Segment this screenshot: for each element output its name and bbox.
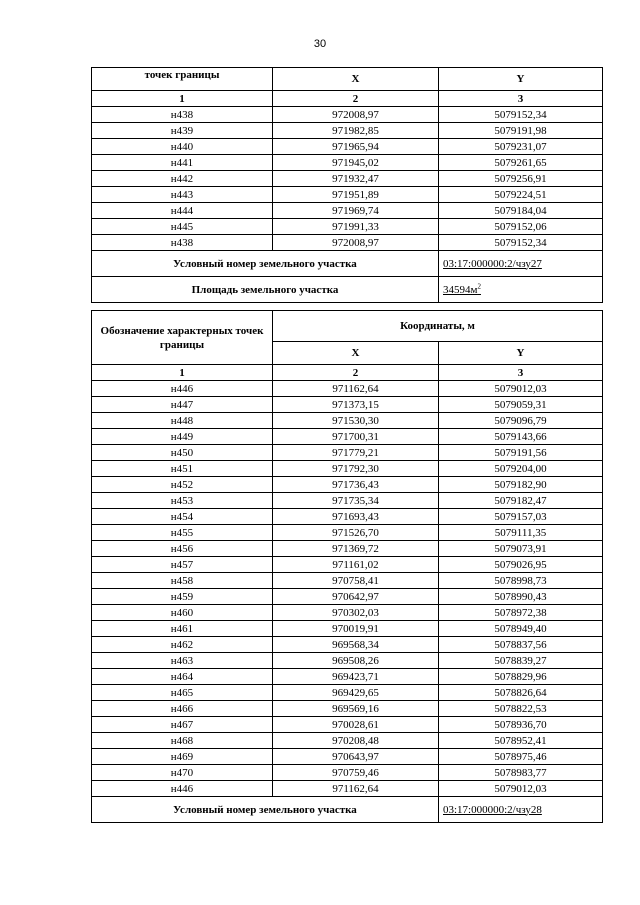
table-row: [92, 187, 603, 203]
point-id: н449: [92, 429, 273, 445]
x-coordinate: 971693,43: [273, 509, 439, 525]
table-row: [92, 413, 603, 429]
x-coordinate: 971526,70: [273, 525, 439, 541]
point-id: н451: [92, 461, 273, 477]
table-header-row: [92, 68, 603, 91]
table-row: [92, 781, 603, 797]
column-number: 3: [439, 91, 603, 107]
table-row: [92, 429, 603, 445]
point-id: н466: [92, 701, 273, 717]
table-row: [92, 171, 603, 187]
x-coordinate: 971792,30: [273, 461, 439, 477]
parcel-area-value: 34594м: [443, 283, 478, 296]
point-id: н448: [92, 413, 273, 429]
y-coordinate: 5079096,79: [439, 413, 603, 429]
x-coordinate: 970208,48: [273, 733, 439, 749]
table-row: [92, 653, 603, 669]
table-row: [92, 525, 603, 541]
table-row: [92, 557, 603, 573]
y-coordinate: 5079182,47: [439, 493, 603, 509]
table-row: [92, 637, 603, 653]
point-id: н462: [92, 637, 273, 653]
table-row: [92, 203, 603, 219]
parcel-number-label: Условный номер земельного участка: [92, 797, 439, 823]
table-row: [92, 139, 603, 155]
point-id: н453: [92, 493, 273, 509]
y-coordinate: 5078952,41: [439, 733, 603, 749]
x-coordinate: 970302,03: [273, 605, 439, 621]
y-coordinate: 5079231,07: [439, 139, 603, 155]
point-id: н446: [92, 381, 273, 397]
point-id: н464: [92, 669, 273, 685]
y-coordinate: 5078990,43: [439, 589, 603, 605]
point-id: н441: [92, 155, 273, 171]
header-x: X: [273, 68, 439, 91]
y-coordinate: 5078949,40: [439, 621, 603, 637]
parcel-number-value: 03:17:000000:2/чзу28: [439, 797, 603, 823]
x-coordinate: 971369,72: [273, 541, 439, 557]
column-number: 1: [92, 91, 273, 107]
point-id: н446: [92, 781, 273, 797]
coordinates-table-2: [91, 310, 603, 823]
table-row: [92, 397, 603, 413]
point-id: н458: [92, 573, 273, 589]
y-coordinate: 5078983,77: [439, 765, 603, 781]
table-row: [92, 749, 603, 765]
y-coordinate: 5079143,66: [439, 429, 603, 445]
x-coordinate: 969429,65: [273, 685, 439, 701]
y-coordinate: 5078936,70: [439, 717, 603, 733]
y-coordinate: 5079012,03: [439, 781, 603, 797]
header-points: точек границы: [92, 68, 273, 91]
point-id: н440: [92, 139, 273, 155]
y-coordinate: 5079012,03: [439, 381, 603, 397]
y-coordinate: 5079026,95: [439, 557, 603, 573]
y-coordinate: 5079191,56: [439, 445, 603, 461]
table-row: [92, 219, 603, 235]
header-points-designation: Обозначение характерных точек границы: [92, 311, 273, 365]
y-coordinate: 5079059,31: [439, 397, 603, 413]
y-coordinate: 5079224,51: [439, 187, 603, 203]
point-id: н442: [92, 171, 273, 187]
page-number: 30: [313, 38, 327, 50]
parcel-area-cell: [439, 277, 603, 303]
point-id: н469: [92, 749, 273, 765]
column-numbering-row: [92, 365, 603, 381]
x-coordinate: 972008,97: [273, 107, 439, 123]
column-number: 3: [439, 365, 603, 381]
x-coordinate: 970642,97: [273, 589, 439, 605]
x-coordinate: 971965,94: [273, 139, 439, 155]
y-coordinate: 5079157,03: [439, 509, 603, 525]
point-id: н438: [92, 235, 273, 251]
table-row: [92, 493, 603, 509]
x-coordinate: 971932,47: [273, 171, 439, 187]
table-row: [92, 589, 603, 605]
column-numbering-row: [92, 91, 603, 107]
point-id: н465: [92, 685, 273, 701]
x-coordinate: 969569,16: [273, 701, 439, 717]
x-coordinate: 970758,41: [273, 573, 439, 589]
y-coordinate: 5078822,53: [439, 701, 603, 717]
point-id: н443: [92, 187, 273, 203]
x-coordinate: 971530,30: [273, 413, 439, 429]
y-coordinate: 5079261,65: [439, 155, 603, 171]
point-id: н460: [92, 605, 273, 621]
point-id: н467: [92, 717, 273, 733]
y-coordinate: 5079184,04: [439, 203, 603, 219]
y-coordinate: 5079191,98: [439, 123, 603, 139]
table-row: [92, 477, 603, 493]
x-coordinate: 969423,71: [273, 669, 439, 685]
column-number: 2: [273, 91, 439, 107]
table-row: [92, 765, 603, 781]
y-coordinate: 5078975,46: [439, 749, 603, 765]
x-coordinate: 971736,43: [273, 477, 439, 493]
table-row: [92, 605, 603, 621]
x-coordinate: 971951,89: [273, 187, 439, 203]
x-coordinate: 971700,31: [273, 429, 439, 445]
x-coordinate: 970019,91: [273, 621, 439, 637]
point-id: н439: [92, 123, 273, 139]
header-coordinates: Координаты, м: [273, 311, 603, 342]
y-coordinate: 5078837,56: [439, 637, 603, 653]
x-coordinate: 971945,02: [273, 155, 439, 171]
table-row: [92, 685, 603, 701]
table-row: [92, 381, 603, 397]
header-x: X: [273, 342, 439, 365]
y-coordinate: 5079111,35: [439, 525, 603, 541]
table-row: [92, 701, 603, 717]
x-coordinate: 971982,85: [273, 123, 439, 139]
table-row: [92, 235, 603, 251]
point-id: н455: [92, 525, 273, 541]
y-coordinate: 5079182,90: [439, 477, 603, 493]
x-coordinate: 972008,97: [273, 235, 439, 251]
table-row: [92, 509, 603, 525]
x-coordinate: 971162,64: [273, 781, 439, 797]
table-row: [92, 445, 603, 461]
table-row: [92, 107, 603, 123]
parcel-area-label: Площадь земельного участка: [92, 277, 439, 303]
table-row: [92, 669, 603, 685]
x-coordinate: 969568,34: [273, 637, 439, 653]
y-coordinate: 5078998,73: [439, 573, 603, 589]
y-coordinate: 5079073,91: [439, 541, 603, 557]
x-coordinate: 970759,46: [273, 765, 439, 781]
table-row: [92, 621, 603, 637]
point-id: н452: [92, 477, 273, 493]
x-coordinate: 971991,33: [273, 219, 439, 235]
point-id: н456: [92, 541, 273, 557]
y-coordinate: 5079152,34: [439, 107, 603, 123]
table-row: [92, 573, 603, 589]
parcel-number-row: [92, 251, 603, 277]
parcel-number-value: 03:17:000000:2/чзу27: [439, 251, 603, 277]
point-id: н468: [92, 733, 273, 749]
table-header-row: [92, 311, 603, 342]
coordinates-table-1: [91, 67, 603, 303]
y-coordinate: 5078839,27: [439, 653, 603, 669]
point-id: н450: [92, 445, 273, 461]
header-y: Y: [439, 68, 603, 91]
point-id: н461: [92, 621, 273, 637]
y-coordinate: 5079152,06: [439, 219, 603, 235]
point-id: н457: [92, 557, 273, 573]
point-id: н447: [92, 397, 273, 413]
table-row: [92, 733, 603, 749]
y-coordinate: 5078826,64: [439, 685, 603, 701]
column-number: 1: [92, 365, 273, 381]
point-id: н445: [92, 219, 273, 235]
point-id: н459: [92, 589, 273, 605]
x-coordinate: 970643,97: [273, 749, 439, 765]
x-coordinate: 971969,74: [273, 203, 439, 219]
y-coordinate: 5079204,00: [439, 461, 603, 477]
y-coordinate: 5078829,96: [439, 669, 603, 685]
table-row: [92, 123, 603, 139]
header-y: Y: [439, 342, 603, 365]
area-unit-superscript: 2: [477, 281, 481, 290]
y-coordinate: 5078972,38: [439, 605, 603, 621]
point-id: н454: [92, 509, 273, 525]
point-id: н463: [92, 653, 273, 669]
x-coordinate: 971162,64: [273, 381, 439, 397]
x-coordinate: 971735,34: [273, 493, 439, 509]
x-coordinate: 969508,26: [273, 653, 439, 669]
table-row: [92, 541, 603, 557]
table-row: [92, 155, 603, 171]
point-id: н470: [92, 765, 273, 781]
parcel-number-label: Условный номер земельного участка: [92, 251, 439, 277]
x-coordinate: 971779,21: [273, 445, 439, 461]
x-coordinate: 971161,02: [273, 557, 439, 573]
table-row: [92, 461, 603, 477]
table-row: [92, 717, 603, 733]
x-coordinate: 970028,61: [273, 717, 439, 733]
point-id: н444: [92, 203, 273, 219]
parcel-number-row: [92, 797, 603, 823]
y-coordinate: 5079256,91: [439, 171, 603, 187]
column-number: 2: [273, 365, 439, 381]
point-id: н438: [92, 107, 273, 123]
parcel-area-row: [92, 277, 603, 303]
y-coordinate: 5079152,34: [439, 235, 603, 251]
x-coordinate: 971373,15: [273, 397, 439, 413]
